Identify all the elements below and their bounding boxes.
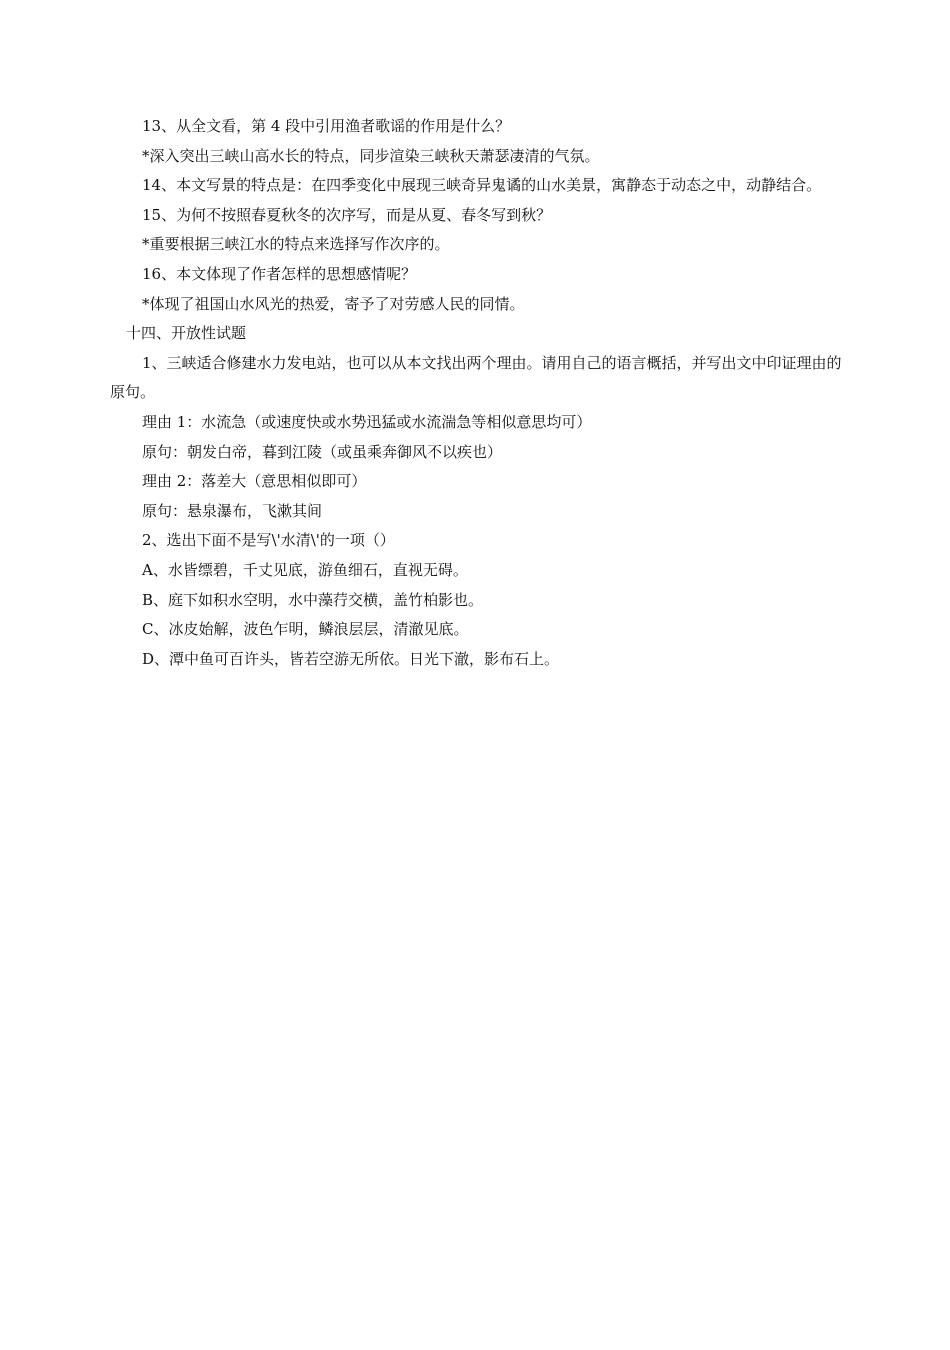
source-sentence-2: 原句：悬泉瀑布，飞漱其间 [142, 501, 323, 520]
section-heading-open-questions: 十四、开放性试题 [126, 324, 247, 343]
document-content [110, 112, 845, 674]
answer-13: *深入突出三峡山高水长的特点，同步渲染三峡秋天萧瑟凄清的气氛。 [142, 146, 600, 165]
option-b: B、庭下如积水空明，水中藻荇交横，盖竹柏影也。 [142, 590, 484, 609]
question-13: 13、从全文看，第 4 段中引用渔者歌谣的作用是什么？ [142, 117, 511, 135]
answer-15: *重要根据三峡江水的特点来选择写作次序的。 [142, 235, 450, 254]
question-16: 16、本文体现了作者怎样的思想感情呢？ [142, 264, 417, 283]
answer-16: *体现了祖国山水风光的热爱，寄予了对劳感人民的同情。 [142, 294, 525, 313]
option-a: A、水皆缥碧，千丈见底，游鱼细石，直视无碍。 [142, 560, 468, 579]
source-sentence-1: 原句：朝发白帝，暮到江陵（或虽乘奔御风不以疾也） [142, 442, 503, 461]
open-question-2: 2、选出下面不是写\'水清\'的一项（） [142, 531, 395, 550]
question-15: 15、为何不按照春夏秋冬的次序写，而是从夏、春冬写到秋？ [142, 205, 552, 224]
reason-2: 理由 2：落差大（意思相似即可） [142, 472, 367, 491]
reason-1: 理由 1：水流急（或速度快或水势迅猛或水流湍急等相似意思均可） [142, 412, 592, 431]
option-d: D、潭中鱼可百许头，皆若空游无所依。日光下澈，影布石上。 [142, 649, 560, 668]
open-question-1: 1、三峡适合修建水力发电站，也可以从本文找出两个理由。请用自己的语言概括，并写出文中印证理由的原句。 [110, 353, 842, 402]
option-c: C、冰皮始解，波色乍明，鳞浪层层，清澈见底。 [142, 620, 469, 639]
question-14: 14、本文写景的特点是：在四季变化中展现三峡奇异鬼谲的山水美景，寓静态于动态之中，动静结合。 [142, 176, 822, 195]
